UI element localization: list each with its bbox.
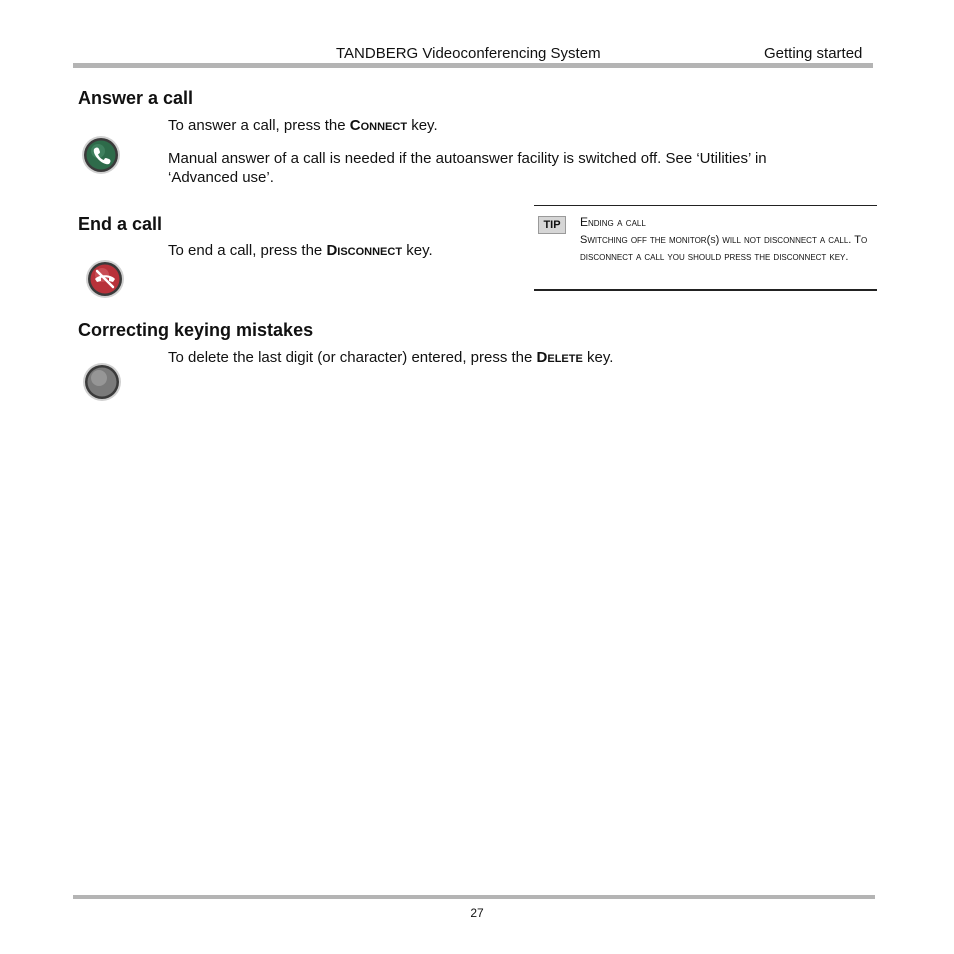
tip-body: Switching off the monitor(s) will not disconnect a call. To disconnect a call you should press the disconnect key. [580, 234, 868, 263]
phone-disconnect-icon [85, 259, 125, 299]
delete-key-label: Delete [536, 349, 583, 366]
phone-connect-icon [81, 135, 121, 175]
answer-call-instruction [168, 116, 438, 135]
tip-title: Ending a call [580, 215, 646, 229]
document-title: TANDBERG Videoconferencing System [336, 45, 601, 62]
tip-badge: TIP [538, 216, 566, 234]
end-call-instruction [168, 241, 433, 260]
disconnect-key-label: Disconnect [326, 242, 403, 259]
correcting-mistakes-instruction [168, 348, 613, 367]
answer-text-post: key. [407, 117, 438, 134]
answer-text-pre: To answer a call, press the [168, 117, 350, 134]
section-title: Getting started [764, 45, 863, 62]
correcting-mistakes-heading: Correcting keying mistakes [78, 320, 314, 340]
end-call-heading: End a call [78, 214, 163, 234]
end-text-pre: To end a call, press the [168, 242, 327, 259]
footer-rule [73, 895, 875, 899]
end-text-post: key. [402, 242, 433, 259]
answer-call-note: Manual answer of a call is needed if the autoanswer facility is switched off. See ‘Utilities’ in ‘Advanced use’. [168, 150, 767, 186]
correct-text-post: key. [582, 349, 614, 366]
answer-call-heading: Answer a call [78, 88, 194, 108]
delete-key-icon [82, 362, 122, 402]
correct-text-pre: To delete the last digit (or character) entered, press the [168, 349, 537, 366]
page-number: 27 [470, 906, 484, 920]
connect-key-label: Connect [349, 117, 408, 134]
header-rule [73, 63, 873, 68]
